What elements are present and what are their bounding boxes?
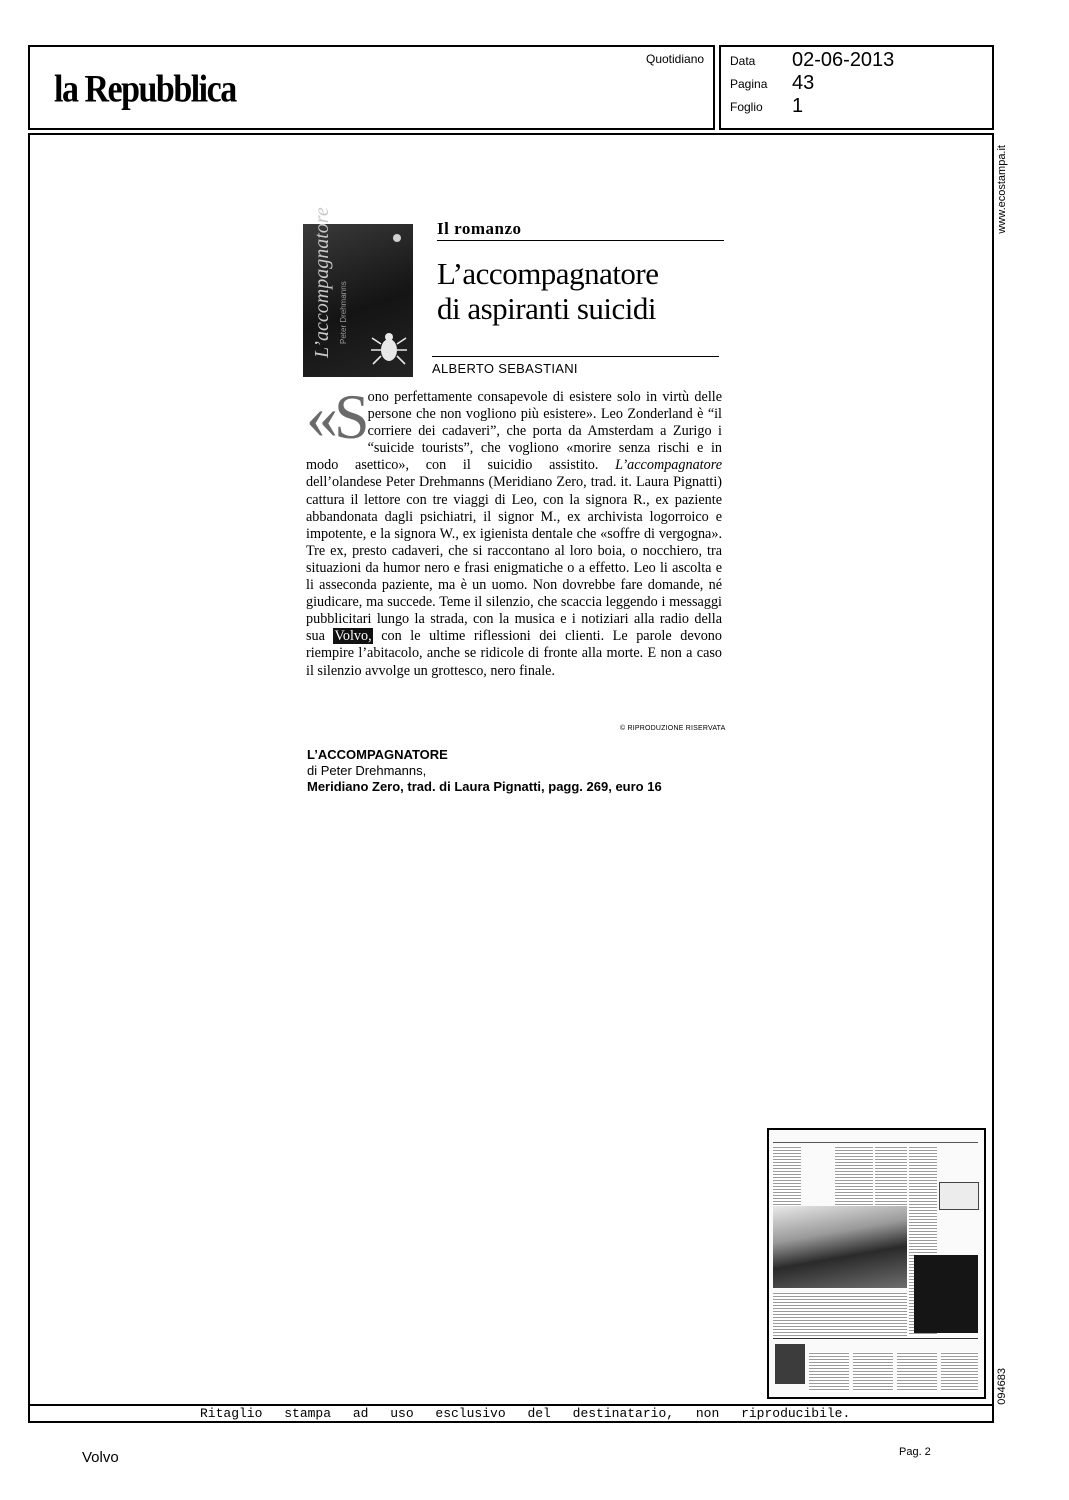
thumbnail-column (809, 1352, 849, 1392)
thumbnail-column (853, 1352, 893, 1392)
publication-type: Quotidiano (646, 52, 705, 66)
thumbnail-column (773, 1292, 907, 1336)
kicker-rule (437, 240, 724, 241)
thumbnail-header (773, 1134, 978, 1143)
book-info-title: L’ACCOMPAGNATORE (307, 747, 448, 762)
thumbnail-column (897, 1352, 937, 1392)
body-text-middle: dell’olandese Peter Drehmanns (Meridiano Zero, trad. it. Laura Pignatti) cattura il lettore con tre viaggi di Leo, con la signora R., ex paziente abbandonata dagli psichiatri, il signor M., ex archivista logorroico e impotente, e la signora W., ex igienista dentale che «soffre di vergogna». Tre ex, presto cadaveri, che si raccontano al loro boia, o nocchiero, tra situazioni da humor nero e frasi enigmatiche o a effetto. Leo li ascolta e li asseconda paziente, ma è un uomo. Non dovrebbe fare domande, né giudicare, ma succede. Teme il silenzio, che scaccia leggendo i messaggi pubblicitari lungo la strada, con la musica e i notiziari alla radio della sua (306, 474, 722, 645)
body-book-title: L’accompagnatore (615, 457, 722, 474)
article-author: ALBERTO SEBASTIANI (432, 361, 578, 376)
ecostampa-website: www.ecostampa.it (996, 145, 1008, 234)
meta-value-sheet: 1 (792, 95, 804, 117)
author-rule (432, 356, 719, 357)
thumbnail-column (941, 1352, 978, 1392)
thumbnail-small-image (775, 1344, 805, 1384)
article-title-line-1: L’accompagnatore (437, 256, 659, 291)
meta-label-date: Data (730, 54, 756, 68)
thumbnail-box (939, 1182, 979, 1210)
drop-cap: «S (306, 381, 366, 452)
book-info-details: Meridiano Zero, trad. di Laura Pignatti, pagg. 269, euro 16 (307, 779, 662, 794)
meta-value-date: 02-06-2013 (792, 49, 895, 71)
clipping-code: 094683 (996, 1368, 1008, 1405)
meta-value-page: 43 (792, 72, 815, 94)
section-kicker: Il romanzo (437, 219, 522, 238)
copyright-credit: © RIPRODUZIONE RISERVATA (620, 725, 726, 732)
page-number: Pag. 2 (899, 1446, 931, 1458)
cover-beetle-icon (369, 328, 409, 368)
body-text-start: ono perfettamente consapevole di esistere solo in virtù delle persone che non vogliono più esistere». Leo Zonderland è “il corriere dei cadaveri”, che porta da Amsterdam a Zurigo i “suicide tourists”, che vogliono «morire senza rischi e in modo asettico», con il suicidio assistito. (306, 389, 722, 474)
article-title-line-2: di aspiranti suicidi (437, 291, 657, 326)
thumbnail-mountain-image (773, 1206, 907, 1288)
book-cover-image (303, 207, 413, 377)
article-body (306, 381, 722, 680)
cover-publisher-mark-icon (393, 234, 401, 242)
reproduction-notice: Ritaglio stampa ad uso esclusivo del destinatario, non riproducibile. (200, 1406, 851, 1421)
thumbnail-column (835, 1146, 873, 1206)
article-paragraph (306, 381, 722, 680)
book-info (307, 747, 662, 795)
keyword-label: Volvo (82, 1449, 119, 1466)
body-text-end: con le ultime riflessioni dei clienti. Le parole devono riempire l’abitacolo, anche se ridicole di fronte alla morte. E non a caso il silenzio avvolge un grottesco, nero finale. (306, 628, 722, 679)
book-info-author: di Peter Drehmanns, (307, 763, 427, 778)
page-thumbnail (767, 1128, 986, 1399)
meta-label-sheet: Foglio (730, 100, 763, 114)
thumbnail-column (875, 1146, 907, 1206)
newspaper-logo: la Repubblica (54, 68, 236, 111)
thumbnail-dark-box (914, 1255, 978, 1333)
keyword-highlight: Volvo, (334, 628, 372, 645)
cover-title: L’accompagnatore (311, 207, 333, 358)
cover-author: Peter Drehmanns (339, 281, 348, 344)
thumbnail-rule (773, 1338, 978, 1339)
meta-label-page: Pagina (730, 77, 768, 91)
